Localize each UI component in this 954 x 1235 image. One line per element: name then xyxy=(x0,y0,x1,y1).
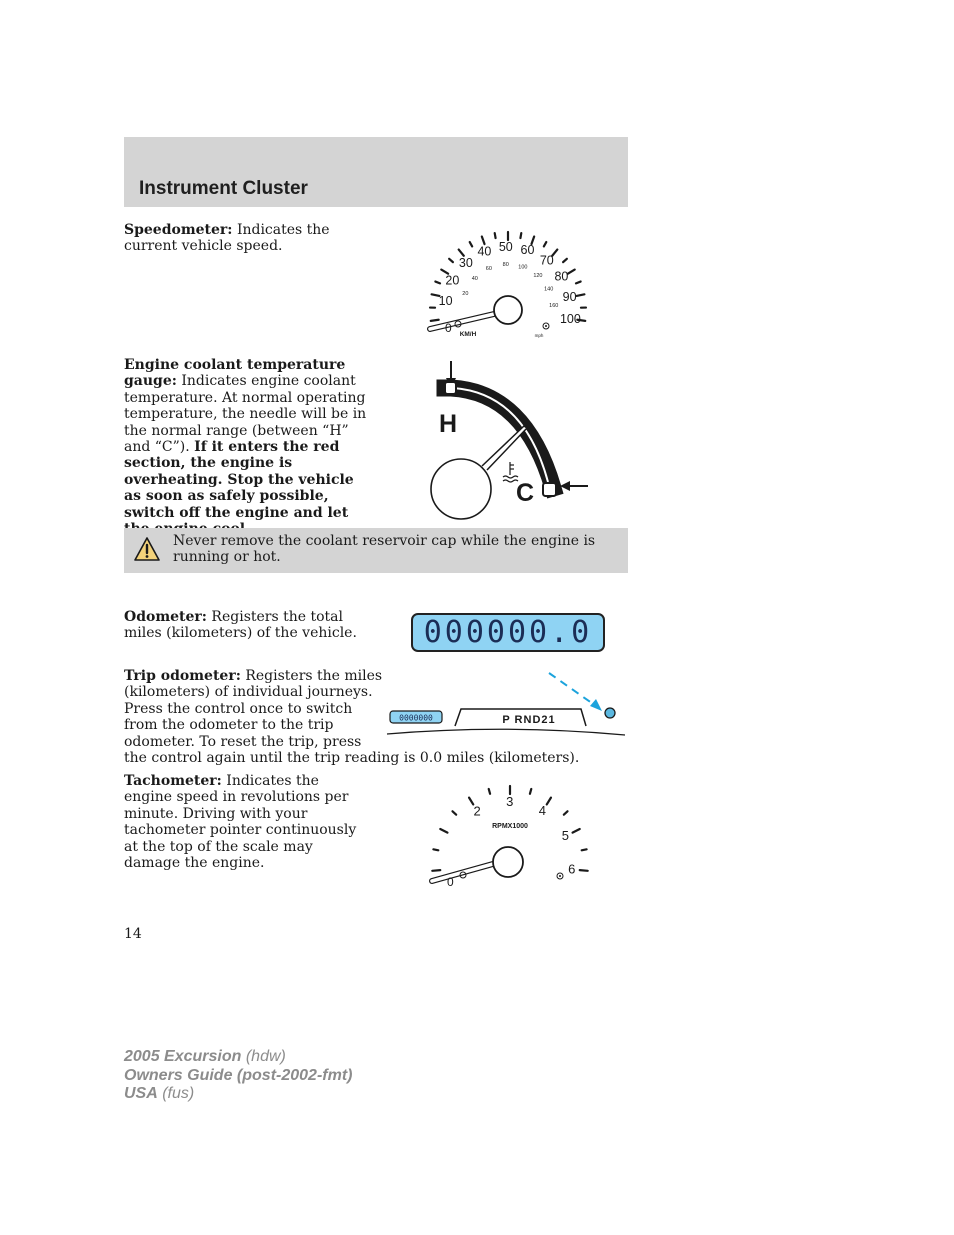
gauge-tick xyxy=(573,829,580,833)
trip-odometer-term: Trip odometer: xyxy=(124,668,241,684)
coolant-label-cold: C xyxy=(516,479,535,507)
gauge-label: 60 xyxy=(520,243,535,258)
gauge-label: 6 xyxy=(568,861,576,877)
gauge-label: 4 xyxy=(538,803,547,819)
warning-box xyxy=(124,528,628,573)
trip-desc-line-1: Registers the miles xyxy=(245,668,383,684)
gauge-tick xyxy=(459,250,464,256)
trip-desc-line-2: (kilometers) of individual journeys. xyxy=(124,684,373,701)
kmh-label: 80 xyxy=(502,262,509,269)
trip-reset-button[interactable] xyxy=(605,708,615,718)
speedometer-illustration xyxy=(420,220,600,345)
odometer-reading: 000000.0 xyxy=(423,615,593,650)
tachometer-unit: RPMX1000 xyxy=(492,823,528,830)
gauge-label: 40 xyxy=(477,244,492,259)
gauge-tick xyxy=(470,242,472,246)
tachometer-desc: Indicates the engine speed in revolutions per minute. Driving with your tachometer pointer continuously at the top of the scale may damage the engine. xyxy=(124,773,357,872)
speedometer-paragraph xyxy=(124,222,344,255)
gauge-tick xyxy=(582,849,587,850)
speedometer-desc: Indicates the current vehicle speed. xyxy=(124,222,330,255)
trip-desc-line-3: Press the control once to switch xyxy=(124,700,353,717)
gauge-label: 50 xyxy=(498,240,513,255)
odometer-desc: Registers the total miles (kilometers) of the vehicle. xyxy=(124,609,357,642)
footer xyxy=(124,1048,352,1104)
gauge-label: 2 xyxy=(473,803,481,819)
gauge-label: 100 xyxy=(559,311,581,326)
coolant-label-hot: H xyxy=(439,410,458,438)
gauge-tick xyxy=(435,282,440,284)
warning-triangle-icon xyxy=(133,536,161,562)
speedometer-term: Speedometer: xyxy=(124,222,233,238)
speedometer-zero-label: 0 xyxy=(445,321,452,335)
kmh-label: 100 xyxy=(518,264,528,271)
page-title: Instrument Cluster xyxy=(139,178,308,199)
tachometer-term: Tachometer: xyxy=(124,773,222,789)
gauge-label: 20 xyxy=(445,273,460,288)
gauge-tick xyxy=(440,829,447,833)
gauge-tick xyxy=(530,789,531,794)
kmh-label: 160 xyxy=(549,303,559,310)
odometer-paragraph xyxy=(124,609,376,642)
gauge-label: 3 xyxy=(506,794,514,810)
tachometer-hub xyxy=(493,847,523,877)
gauge-tick xyxy=(547,798,551,805)
tachometer-paragraph xyxy=(124,773,364,871)
page-number: 14 xyxy=(124,926,142,942)
gauge-label: 10 xyxy=(438,294,453,309)
gauge-label: 30 xyxy=(458,256,473,271)
kmh-label: 60 xyxy=(485,266,492,273)
odometer-term: Odometer: xyxy=(124,609,207,625)
gauge-tick xyxy=(544,242,546,246)
gauge-tick xyxy=(576,282,581,284)
gauge-tick xyxy=(520,233,521,238)
coolant-warning-bold: If it enters the red section, the engine is overheating. Stop the vehicle as soon as safely possible, switch off the engine and let xyxy=(124,439,354,521)
kmh-label: 140 xyxy=(544,286,554,293)
coolant-paragraph xyxy=(124,357,374,537)
gear-indicator: P RND21 xyxy=(502,714,556,726)
coolant-desc: Indicates engine coolant temperature. At normal operating temperature, the needle will be in the normal range (between “H” and “C”). xyxy=(124,373,367,456)
gauge-tick xyxy=(563,259,567,262)
gauge-tick xyxy=(495,233,496,238)
gauge-tick xyxy=(449,259,453,262)
coolant-term: Engine coolant temperature gauge: xyxy=(124,357,346,390)
speedometer-unit-mph: mph xyxy=(534,333,544,338)
gauge-label: 5 xyxy=(561,828,569,844)
warning-text: Never remove the coolant reservoir cap while the engine is running or hot. xyxy=(173,533,596,566)
gauge-label: 80 xyxy=(554,269,569,284)
gauge-tick xyxy=(431,320,439,321)
gauge-tick xyxy=(564,811,568,814)
gauge-label: 90 xyxy=(562,289,577,304)
trip-desc-line-6: the control again until the trip reading is 0.0 miles (kilometers). xyxy=(124,750,580,767)
gauge-tick xyxy=(433,849,438,850)
tachometer-illustration xyxy=(420,774,600,892)
trip-desc-line-5: odometer. To reset the trip, press xyxy=(124,733,362,750)
footer-line-3: USA (fus) xyxy=(124,1085,195,1102)
kmh-label: 40 xyxy=(471,276,478,283)
coolant-gauge-hub xyxy=(431,459,491,519)
gauge-tick xyxy=(580,870,588,871)
footer-line-2: Owners Guide (post-2002-fmt) xyxy=(124,1066,353,1084)
kmh-label: 120 xyxy=(533,273,543,280)
gauge-tick xyxy=(482,237,485,245)
gauge-label: 70 xyxy=(539,253,554,268)
gauge-tick xyxy=(489,789,490,794)
gauge-tick xyxy=(452,811,456,814)
odometer-display xyxy=(411,613,605,652)
trip-small-display: 0000000 xyxy=(399,713,433,723)
footer-line-1: 2005 Excursion (hdw) xyxy=(124,1048,286,1065)
gauge-tick xyxy=(568,270,575,274)
trip-desc-line-4: from the odometer to the trip xyxy=(124,717,334,734)
kmh-label: 20 xyxy=(462,290,469,297)
gauge-tick xyxy=(577,294,585,296)
gauge-tick xyxy=(432,870,440,871)
tachometer-zero-label: 0 xyxy=(447,875,454,889)
section-header xyxy=(124,137,628,207)
coolant-gauge-illustration xyxy=(420,358,600,528)
speedometer-unit-kmh: KM/H xyxy=(459,331,477,338)
speedometer-hub xyxy=(494,296,522,324)
trip-odometer-illustration xyxy=(385,668,630,740)
